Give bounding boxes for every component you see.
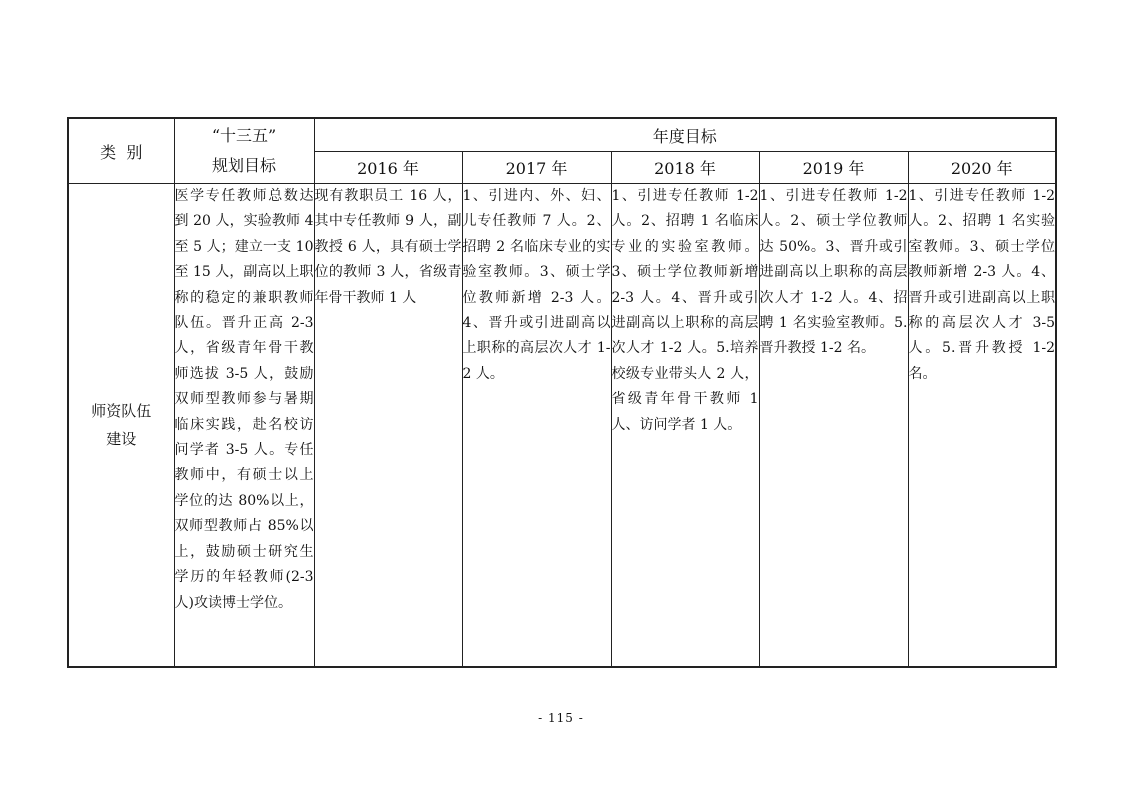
plan-header	[174, 118, 314, 184]
year-header-2018: 2018 年	[611, 152, 759, 184]
category-line1: 师资队伍	[91, 402, 152, 420]
year-header-2017: 2017 年	[462, 152, 611, 184]
page-number: - 115 -	[538, 711, 584, 725]
goals-table	[67, 117, 1057, 668]
plan-header-line1: “十三五”	[211, 126, 277, 145]
goal-2020-cell: 1、引进专任教师 1-2 人。2、招聘 1 名实验室教师。3、硕士学位教师新增 2-3 人。4、晋升或引进副高以上职称的高层次人才 3-5 人。5.晋升教授 1-2 名。	[908, 184, 1056, 668]
annual-header	[314, 118, 1056, 152]
goal-2017-cell: 1、引进内、外、妇、儿专任教师 7 人。2、招聘 2 名临床专业的实验室教师。3、硕士学位教师新增 2-3 人。4、晋升或引进副高以上职称的高层次人才 1-2 人。	[462, 184, 611, 668]
year-header-2019: 2019 年	[759, 152, 908, 184]
plan-header-line2: 规划目标	[211, 156, 276, 175]
table-row	[68, 184, 1056, 668]
goal-2016-cell: 现有教职员工 16 人，其中专任教师 9 人，副教授 6 人，具有硕士学位的教师 3 人，省级青年骨干教师 1 人	[314, 184, 462, 668]
plan-goal-cell: 医学专任教师总数达到 20 人，实验教师 4 至 5 人；建立一支 10 至 15 人，副高以上职称的稳定的兼职教师队伍。晋升正高 2-3 人，省级青年骨干教师选拔 3-5 人，鼓励双师型教师参与暑期临床实践，赴名校访问学者 3-5 人。专任教师中，有硕士以上学位的达 80%以上，双师型教师占 85%以上，鼓励硕士研究生学历的年轻教师(2-3 人)攻读博士学位。	[174, 184, 314, 668]
category-line2: 建设	[106, 430, 137, 448]
goal-2019-cell: 1、引进专任教师 1-2 人。2、硕士学位教师达 50%。3、晋升或引进副高以上职称的高层次人才 1-2 人。4、招聘 1 名实验室教师。5.晋升教授 1-2 名。	[759, 184, 908, 668]
category-header-label: 类 别	[100, 142, 143, 162]
category-header	[68, 118, 174, 184]
annual-header-label: 年度目标	[652, 126, 717, 146]
category-cell	[68, 184, 174, 668]
goal-2018-cell: 1、引进专任教师 1-2 人。2、招聘 1 名临床专业的实验室教师。3、硕士学位教师新增 2-3 人。4、晋升或引进副高以上职称的高层次人才 1-2 人。5.培养校级专业带头人 2 人，省级青年骨干教师 1 人、访问学者 1 人。	[611, 184, 759, 668]
year-header-2016: 2016 年	[314, 152, 462, 184]
year-header-2020: 2020 年	[908, 152, 1056, 184]
